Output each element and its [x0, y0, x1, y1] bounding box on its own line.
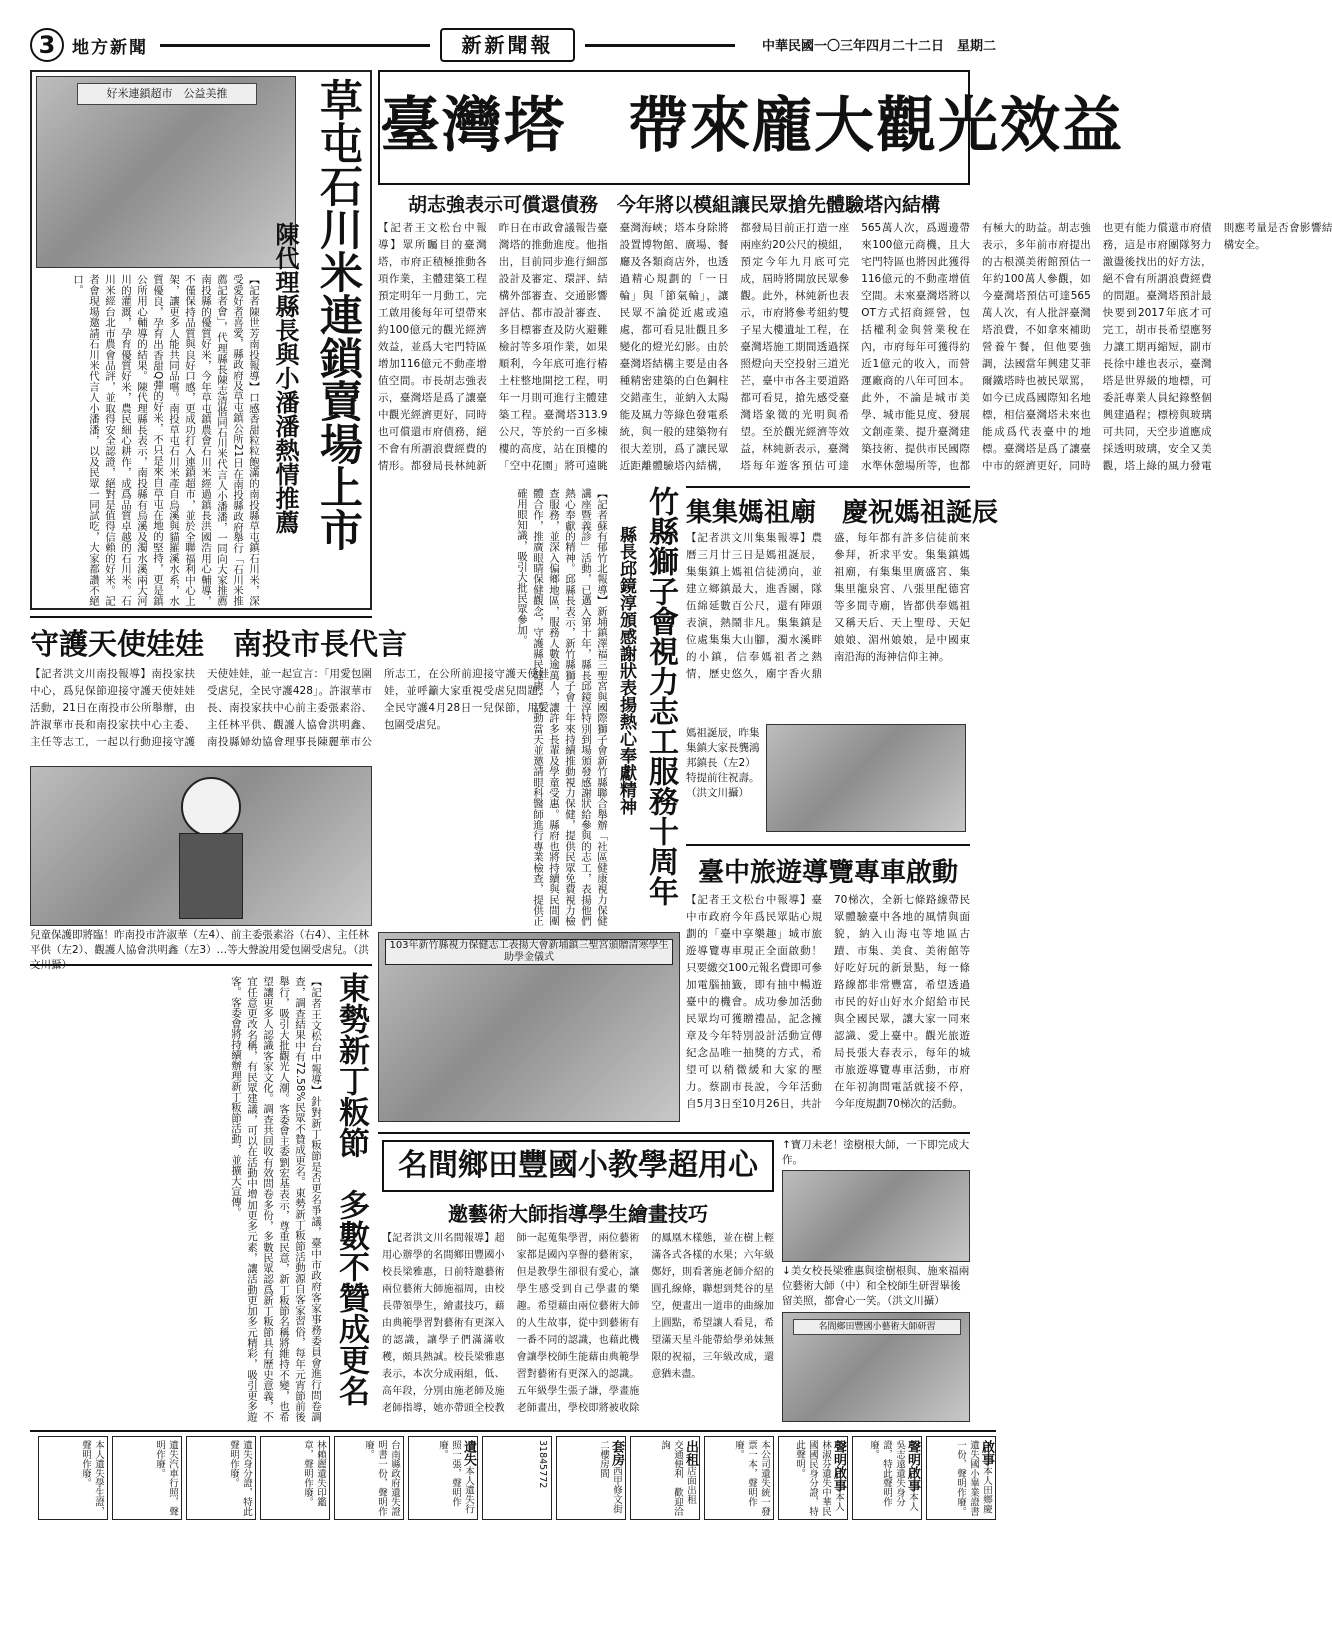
school-banner: 名間鄉田豐國小藝術大師研習	[793, 1319, 961, 1335]
classified-ad-title: 聲明啟事	[831, 1440, 846, 1492]
lion-banner: 103年新竹縣視力保健志工表揚大會新埔鎮三聖宮頒贈清寒學生助學金儀式	[385, 939, 673, 965]
classified-ad	[482, 1436, 552, 1520]
tower-subhead: 胡志強表示可償還債務 今年將以模組讓民眾搶先體驗塔內結構	[407, 194, 940, 216]
lion-body: 【記者蘇有郁竹北報導】新埔鎮澤福三聖宮與國際獅子會新竹縣聯合舉辦「社區健康視力保健講座暨義診」活動，已邁入第十年，縣長邱鏡淳特別到場頒發感謝狀給參與的志工，表揚他們熱心奉獻的精神。邱縣長表示，新竹縣獅子會十年來持續推動視力保健，提供民眾免費視力檢查服務，並深入偏鄉地區，服務人數逾萬人，讓許多長輩及學童受惠。縣府也將持續與民間團體合作，推廣眼睛保健觀念，守護縣民健康。活動當天並邀請眼科醫師進行專業檢查，提供正確用眼知識，吸引大批民眾參加。	[516, 488, 608, 926]
angel-headline: 守護天使娃娃 南投市長代言	[30, 627, 408, 661]
mazu-headline: 集集媽祖廟 慶祝媽祖誕辰	[686, 498, 999, 528]
classified-ad-body: 西甲修文街二樓房間	[598, 1440, 622, 1514]
rice-subhead: 陳代理縣長與小潘潘熱情推薦	[271, 222, 299, 534]
classified-ad-title: 出租	[683, 1440, 698, 1466]
tower-body: 【記者王文松台中報導】眾所矚目的臺灣塔，市府正積極推動各項作業，主體建築工程預定明年一月動工，完工啟用後每年可望帶來約100億元的觀光經濟效益，並爲大宅門特區增加116億元不動產增值空間。市長胡志強表示，臺灣塔是爲了讓臺中觀光經濟更好，同時也可償還市府債務，絕不會有所謂浪費經費的情形。都發局長林純新昨日在市政會議報告臺灣塔的推動進度。他指出，目前同步進行細部設計及審定、環評、結構外部審查、交通影響評估、都市設計審查、多目標審查及防火避難檢討等多項作業，如果順利，今年底可進行樁土柱整地開挖工程，明年一月則可進行主體建築工程。臺灣塔313.9公尺，等於約一百多棟樓的高度，站在頂樓的「空中花園」將可遠眺臺灣海峽；塔本身除將設置博物館、廣場、餐廳及各類商店外，也透過精心規劃的「一日輪」與「節氣輪」，讓民眾不論從近處或遠處，都可看見壯觀且多變化的燈光幻影。由於臺灣塔結構主要是由各種精密建築的白色鋼柱交錯產生，並納入太陽能及風力等綠色發電系統，與一般的建築物有很大差別，爲了讓民眾近距離體驗塔內結構，都發局目前正打造一座兩座約20公尺的模組，預定今年九月底可完成，屆時將開放民眾參觀。此外，林純新也表示，市府將參考紐約雙子星大樓遺址工程，在臺灣塔施工期間透過探照燈向天空投射三道光芒，臺中市各主要道路都可看見，搶先感受臺灣塔象徵的光明與希望。至於觀光經濟等效益，林純新表示，臺灣塔每年遊客預估可達565萬人次，爲週邊帶來100億元商機，且大宅門特區也將因此獲得116億元的不動產增值空間。未來臺灣塔將以OT方式招商經營，包括權利金與營業稅在內，市府每年可獲得約近1億元的收入，而營運廠商的八年可回本。此外，不論是城市美學、城市能見度、發展文創產業、提升臺灣建築技術、提供市民國際水準休憩場所等，也都有極大的助益。胡志強表示，多年前市府提出的古根漢美術館預估一年約100萬人參觀，如今臺灣塔預估可達565萬人次，有人批評臺灣塔浪費，不如拿來補助營養午餐，但他要強調，法國當年興建艾菲爾鐵塔時也被民眾罵，如今已成爲國際知名地標，相信臺灣塔未來也能成爲代表臺中的地標。臺灣塔是爲了讓臺中市的經濟更好，同時也更有能力償還市府債務，這是市府團隊努力激盪後找出的好方法，絕不會有所謂浪費經費的問題。臺灣塔預計最快要到2017年底才可完工，胡市長希望應努力讓工期再縮短，副市長徐中雄也表示，臺灣塔是世界級的地標，可委託專業人員紀錄整個興建過程；標榜與玻璃可共同，天空步道應成採透明玻璃，安全又美觀，塔上綠的風力發電則應考量是否會影響結構安全。	[378, 222, 1332, 472]
classified-ad-title: 聲明啟事	[905, 1440, 920, 1492]
classified-ad	[38, 1436, 108, 1520]
classified-ad-title: 啟事	[979, 1440, 994, 1466]
lion-article	[378, 486, 680, 1126]
classified-ad-title: 遺失	[461, 1440, 476, 1466]
mazu-photo	[766, 724, 966, 832]
classified-ad	[556, 1436, 626, 1520]
tower-article	[378, 70, 1332, 480]
classified-ad	[852, 1436, 922, 1520]
classified-ad-body: 本人吳志遠遺失身分證，特此聲明作廢。	[868, 1440, 918, 1511]
school-caption-top: ↑寶刀未老！塗樹根大師，一下即完成大作。	[782, 1139, 970, 1166]
page-number: 3	[30, 28, 64, 62]
lion-photo	[378, 932, 680, 1122]
mazu-article	[686, 486, 999, 838]
section-name: 地方新聞	[72, 38, 148, 58]
mascot-icon	[181, 777, 241, 837]
classified-ad	[186, 1436, 256, 1520]
school-headline: 名間鄉田豐國小教學超用心	[382, 1140, 774, 1192]
pomelo-headline: 東勢新丁粄節 多數不贊成更名	[333, 972, 369, 1406]
mazu-body: 【記者洪文川集集報導】農曆三月廿三日是媽祖誕辰，集集鎮上媽祖信徒湧向，並建立鄉鎮最大，進香團，隊伍綿延數百公尺，還有陣頭表演，熱鬧非凡。集集鎮是位處集集大山腳，濁水溪畔的小鎮，信奉媽祖者之熱情，歷史悠久，廟宇香火鼎盛，每年都有許多信徒前來參拜，祈求平安。集集鎮媽祖廟，有集集里廣盛宮、集集里龍泉宮、八張里配德宮等多間寺廟，皆都供奉媽祖又稱天后、天上聖母、天妃娘娘、湄州娘娘，是中國東南沿海的海神信仰主神。	[686, 532, 970, 680]
classified-ad-body: 遺失汽車行照，聲明作廢。	[154, 1440, 178, 1516]
rice-body: 【記者陳世芳南投報導】口感香甜粒粒飽滿的南投縣草屯鎮石川米，深受愛好者喜愛，縣政府及草屯鎮公所21日在南投縣政府舉行「石川米推薦記者會」，代理縣長陳志清偕同石川米代言人小潘潘，一同向大家推薦南投縣的優質好米，今年草屯鎮農會石川米經過鎮長洪國浩用心輔導，不僅保持品質與良好口感，更成功打入連鎖超市，並於全聯福利中心上架，讓更多人能共同品嚐。南投草屯石川米產自烏溪與貓羅溪水系，水質優良，孕育出香甜Q彈的好米，不只是來自草屯在地的堅持，更是鎮公所用心輔導的結果。陳代理縣長表示，南投縣有烏溪及濁水溪兩大河川的灌溉，孕育優質好米，農民細心耕作，成爲品質卓越的石川米。石川米經台北市農會品評，並取得安全認證，絕對是值得信賴的好米。記者會現場邀請石川米代言人小潘潘，以及民眾一同試吃，大家都讚不絕口。	[72, 274, 260, 606]
classified-ad-body: 本公司遺失統一發票一本，聲明作廢。	[733, 1440, 770, 1516]
lion-subhead: 縣長邱鏡淳頒感謝狀表揚熱心奉獻精神	[616, 526, 636, 815]
angel-body: 【記者洪文川南投報導】南投家扶中心，爲兒保節迎接守護天使娃娃活動，21日在南投市公所舉辦，由許淑華市長和南投家扶中心主委、主任等志工，一起以行動迎接守護天使娃娃，並一起宣言：「用愛包圍受虐兒，全民守護428」。許淑華市長、南投家扶中心前主委張素浴、主任林平供、觀護人協會洪明鑫、南投縣婦幼協會理事長陳麗華市公所志工，在公所前迎接守護天使娃娃，並呼籲大家重視受虐兒問題，全民守護4月28日一兒保節，用愛包圍受虐兒。	[30, 668, 549, 748]
pomelo-body: 【記者王文松台中報導】針對新丁粄節是否更名爭議，臺中市政府客家事務委員會進行問卷調查，調查結果中有72.58%民眾不贊成更名。東勢新丁粄節活動源自客家習俗，每年元宵節前後舉行，吸引大批觀光人潮。客委會主委劉宏基表示，尊重民意，新丁粄節名稱將維持不變，也希望讓更多人認識客家文化。調查共回收有效問卷多份，多數民眾認爲新丁粄節具有歷史意義，不宜任意更改名稱，有民眾建議，可以在活動中增加更多元素，讓活動更加多元精彩，吸引更多遊客。客委會將持續辦理新丁粄節活動，並擴大宣傳。	[230, 976, 322, 1422]
classified-ad	[630, 1436, 700, 1520]
classified-ad-body: 本人遺失學生證，聲明作廢。	[80, 1440, 104, 1516]
pomelo-article	[30, 972, 372, 1424]
classified-ad	[778, 1436, 848, 1520]
classified-ad-body: 本人田鄉慶遺失國小畢業證書一份，聲明作廢。	[955, 1440, 992, 1516]
rice-headline: 草屯石川米連鎖賣場上市	[313, 78, 363, 551]
classified-ad-body: 林賴麗遺失印鑑章，聲明作廢。	[302, 1440, 326, 1507]
classified-ad-body: 台南縣政府遺失證明書一份，聲明作廢。	[363, 1440, 400, 1516]
classified-ad	[704, 1436, 774, 1520]
classified-ads	[30, 1430, 996, 1522]
classified-ad-body: 本人林淑芬遺失中華民國國民身分證，特此聲明。	[794, 1440, 844, 1516]
lion-headline: 竹縣獅子會視力志工服務十周年	[643, 486, 678, 906]
mazu-caption: 媽祖誕辰，昨集集鎮大家長龔鴻邦鎮長（左2）特提前往祝壽。（洪文川攝）	[686, 727, 760, 799]
classified-ad	[926, 1436, 996, 1520]
classified-ad	[408, 1436, 478, 1520]
page-header	[30, 28, 996, 64]
tower-headline: 臺灣塔 帶來龐大觀光效益	[378, 70, 970, 185]
travel-article	[686, 844, 970, 1126]
classified-ad	[112, 1436, 182, 1520]
school-article	[378, 1132, 970, 1424]
travel-body: 【記者王文松台中報導】臺中市政府今年爲民眾貼心規劃的「臺中享樂趣」城市旅遊導覽專車現正全面啟動！只要繳交100元報名費即可參加電腦抽籤，即有抽中暢遊臺中的機會。成功參加活動民眾均可獲贈禮品，記念擁章及今年特別設計活動宣傳紀念品唯一抽獎的方式，希望可以稍微緩和大家的壓力。蔡副市長說，今年活動自5月3日至10月26日，共計70梯次，全新七條路線帶民眾體驗臺中各地的風情與面貌，納入山海屯等地區古蹟、市集、美食、美術館等好吃好玩的新景點，每一條路線都非常豐富，希望透過市民的好山好水介紹給市民與全國民眾，讓大家一同來認識、愛上臺中。觀光旅遊局長張大春表示，每年的城市旅遊導覽專車活動，市府在年初詢問電話就接不停，今年度規劃70梯次的活動。	[686, 894, 970, 1110]
angel-caption: 兒童保護即將臨！昨南投市許淑華（左4）、前主委張素浴（右4）、主任林平供（左2）、觀護人協會洪明鑫（左3）…等大聲說用愛包圍受虐兒。（洪文川攝）	[30, 929, 369, 971]
school-caption-bottom: ↓美女校長梁雅惠與塗樹根與、施來福兩位藝術大師（中）和全校師生研習畢後留美照，都會心一笑。（洪文川攝）	[782, 1265, 970, 1307]
school-photo-top	[782, 1170, 970, 1262]
school-subhead: 邀藝術大師指導學生繪畫技巧	[448, 1202, 708, 1226]
classified-ad-body: 31845772	[537, 1440, 548, 1489]
rice-article	[30, 70, 372, 610]
issue-date: 中華民國一〇三年四月二十二日 星期二	[761, 39, 996, 54]
classified-ad	[334, 1436, 404, 1520]
classified-ad-body: 店面出租 交通便利 歡迎洽詢	[659, 1440, 696, 1516]
travel-headline: 臺中旅遊導覽專車啟動	[697, 858, 958, 888]
classified-ad-body: 遺失身分證，特此聲明作廢。	[228, 1440, 252, 1516]
school-photo-bottom	[782, 1312, 970, 1422]
classified-ad-body: 本人遺失行照一張，聲明作廢。	[437, 1440, 474, 1514]
classified-ad	[260, 1436, 330, 1520]
rice-banner: 好米連鎖超市 公益美推	[77, 83, 257, 105]
masthead: 新新聞報	[440, 28, 575, 62]
angel-photo	[30, 766, 372, 926]
school-body: 【記者洪文川名間報導】超用心辦學的名間鄉田豐國小校長梁雅惠，日前特邀藝術兩位藝術大師施福周，由校長帶領學生，繪畫技巧，藉由典範學習對藝術有更深入的認識，讓學子們滿滿收穫，頗具熱誠。校長梁雅惠表示，本次分成兩組，低、高年段，分別由施老師及施老師指導，她亦帶頭全校教師一起蒐集學習，兩位藝術家都是國內享譽的藝術家，但是教學生卻很有愛心，讓學生感受到自己學畫的樂趣。希望藉由兩位藝術大師的人生故事，從中到藝術有一番不同的認識，也藉此機會讓學校師生能藉由典範學習對藝術有更深入的認識。五年級學生張子謙，學畫施老師畫出，學校即將被收除的鳳凰木樣態，並在樹上輕滿各式各樣的水果；六年級鄭妤，則看著施老師介紹的圓孔線條，聯想到梵谷的星空，便畫出一道串的曲線加上圓點，希望讓人看見，希望滿天星斗能帶給學弟妹無限的祝福，三年級改成，還意猶未盡。	[382, 1233, 774, 1414]
classified-ad-title: 套房	[609, 1440, 624, 1466]
rice-photo	[36, 76, 296, 268]
